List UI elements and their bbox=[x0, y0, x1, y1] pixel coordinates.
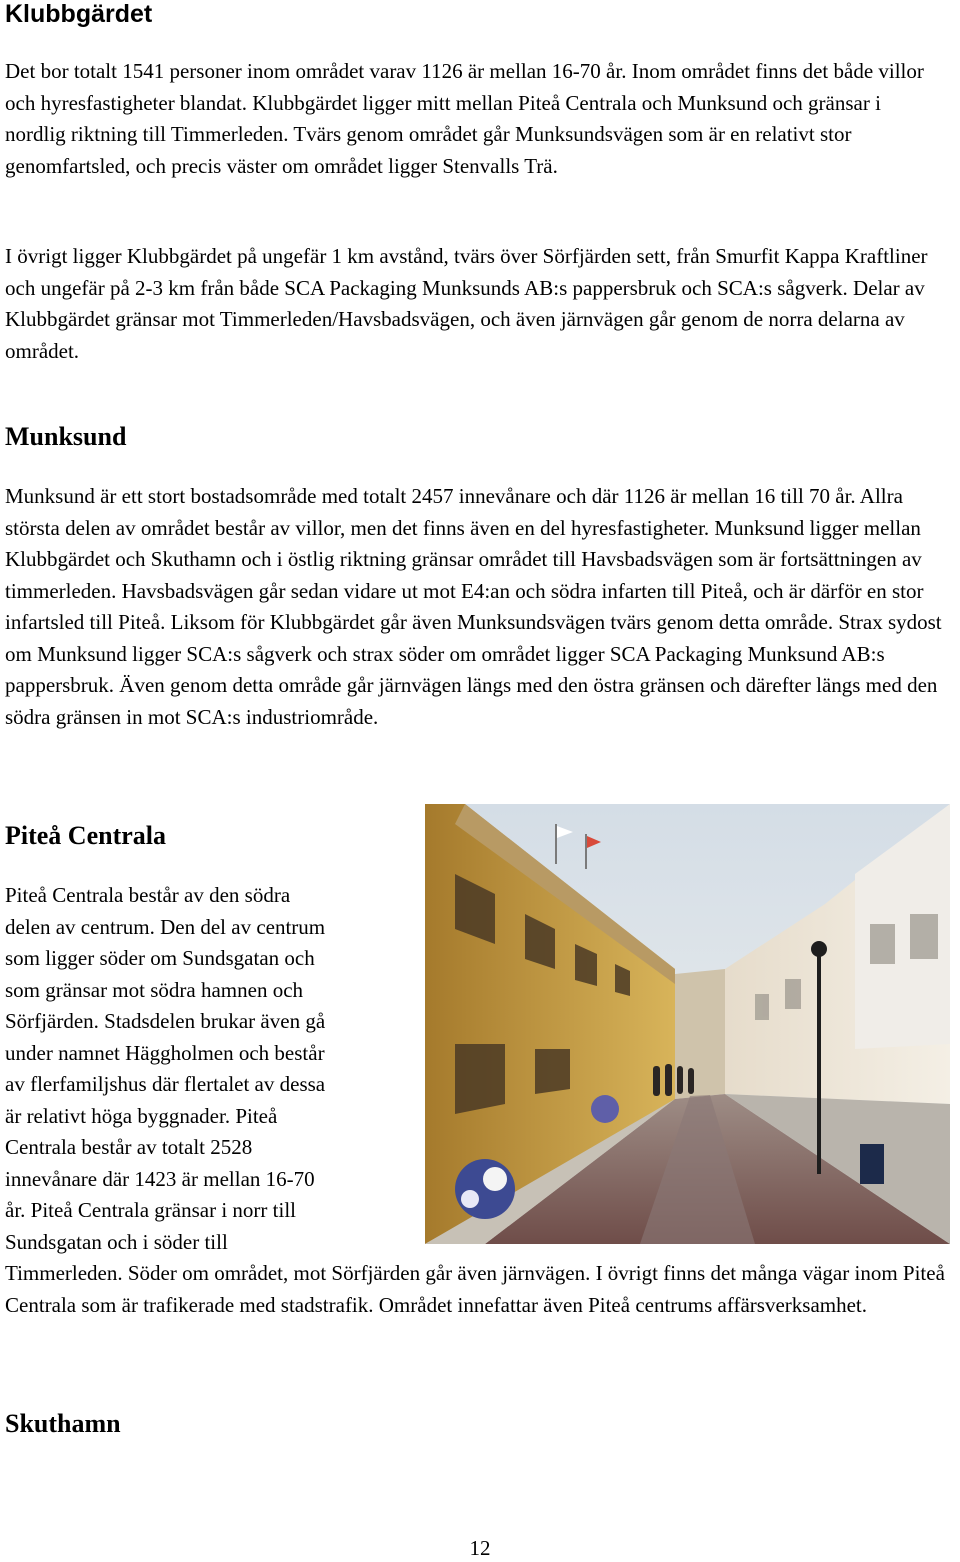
text-line: Piteå Centrala består av den södra bbox=[5, 883, 291, 907]
text-line: Centrala består av totalt 2528 bbox=[5, 1135, 253, 1159]
text-line: innevånare där 1423 är mellan 16-70 bbox=[5, 1166, 315, 1191]
text-line: är relativt höga byggnader. Piteå bbox=[5, 1103, 278, 1128]
heading-pitea-centrala: Piteå Centrala bbox=[5, 821, 167, 850]
text-line: under namnet Häggholmen och består bbox=[5, 1040, 325, 1065]
street-photo bbox=[425, 804, 950, 1244]
text-line: delen av centrum. Den del av centrum bbox=[5, 914, 326, 939]
text-line: Sörfjärden. Stadsdelen brukar även gå bbox=[5, 1009, 326, 1033]
heading-klubbgardet: Klubbgärdet bbox=[5, 0, 153, 28]
heading-skuthamn: Skuthamn bbox=[5, 1409, 121, 1438]
page-number: 12 bbox=[469, 1536, 491, 1560]
text-line: år. Piteå Centrala gränsar i norr till bbox=[5, 1198, 296, 1222]
heading-munksund: Munksund bbox=[5, 422, 127, 451]
klubbgardet-paragraph-1: Det bor totalt 1541 personer inom området varav 1126 är mellan 16-70 år. Inom området finns det både villor och hyresfastigheter blandat. Klubbgärdet ligger mitt mellan Piteå Centrala och Munksund och gränsar i nordlig riktning till Timmerleden. Tvärs genom området går Munksundsvägen som är en relativt stor genomfartsled, och precis väster om området ligger Stenvalls Trä. bbox=[5, 59, 924, 178]
klubbgardet-paragraph-2: I övrigt ligger Klubbgärdet på ungefär 1 km avstånd, tvärs över Sörfjärden sett, från Smurfit Kappa Kraftliner och ungefär på 2-3 km från både SCA Packaging Munksunds AB:s pappersbruk och SCA:s sågverk. Delar av Klubbgärdet gränsar mot Timmerleden/Havsbadsvägen, och även järnvägen går genom de norra delarna av området. bbox=[5, 244, 928, 363]
pitea-centrala-paragraph-rest: Timmerleden. Söder om området, mot Sörfjärden går även järnvägen. I övrigt finns det många vägar inom Piteå Centrala som är trafikerade med stadstrafik. Området innefattar även Piteå centrums affärsverksamhet. bbox=[5, 1261, 945, 1317]
text-line: av flerfamiljshus där flertalet av dessa bbox=[5, 1072, 326, 1096]
munksund-paragraph: Munksund är ett stort bostadsområde med totalt 2457 innevånare och där 1126 är mellan 16 till 70 år. Allra största delen av området består av villor, men det finns även en del hyresfastigheter. Munksund ligger mellan Klubbgärdet och Skuthamn och i östlig riktning gränsar området till Havsbadsvägen som är fortsättningen av timmerleden. Havsbadsvägen går sedan vidare ut mot E4:an och södra infarten till Piteå, och är därför en stor infartsled till Piteå. Liksom för Klubbgärdet går även Munksundsvägen tvärs genom detta område. Strax sydost om Munksund ligger SCA:s sågverk och strax söder om området ligger SCA Packaging Munksund AB:s pappersbruk. Även genom detta område går järnvägen längs med den östra gränsen och därefter längs med den södra gränsen in mot SCA:s industriområde. bbox=[5, 484, 942, 729]
text-line: som ligger söder om Sundsgatan och bbox=[5, 946, 315, 970]
text-line: Sundsgatan och i söder till bbox=[5, 1229, 228, 1254]
text-line: som gränsar mot södra hamnen och bbox=[5, 977, 304, 1002]
